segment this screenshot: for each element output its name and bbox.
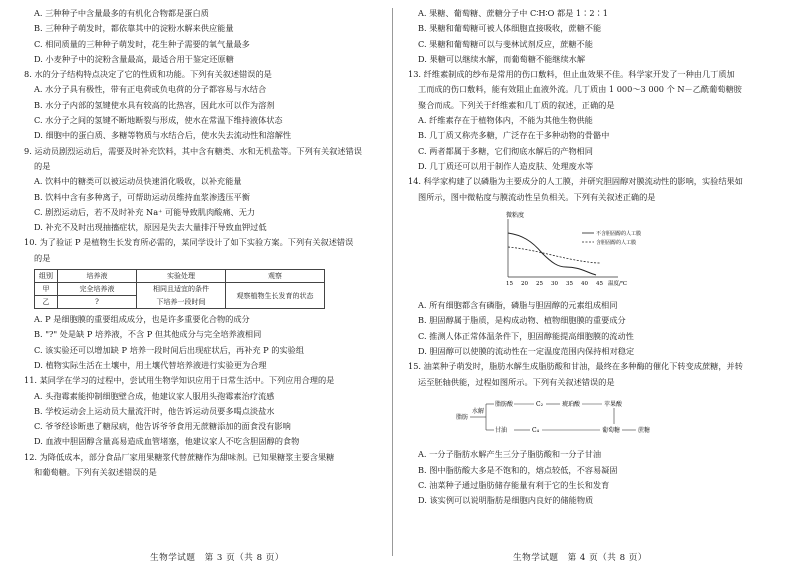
node-c4: C₄ — [532, 426, 539, 434]
q14-option-d: D. 胆固醇可以使膜的流动性在一定温度范围内保持相对稳定 — [418, 346, 635, 357]
q11-option-d: D. 血液中胆固醇含量高易造成血管堵塞，他建议家人不吃含胆固醇的食物 — [34, 436, 300, 447]
q14-stem-cont: 图所示，图中微粘度与膜流动性呈负相关。下列有关叙述正确的是 — [418, 191, 656, 202]
tick-label: 25 — [536, 280, 543, 287]
q15-option-b: B. 图中脂肪酸大多是不饱和的，熔点较低，不容易凝固 — [418, 464, 618, 475]
page-footer-right: 生物学试题 第 4 页（共 8 页） — [513, 553, 647, 563]
x-ticks — [506, 279, 627, 287]
q14-option-b: B. 胆固醇属于脂质，是构成动物、植物细胞膜的重要成分 — [418, 315, 626, 326]
q11-stem: 11. 某同学在学习的过程中，尝试用生物学知识应用于日常生活中。下列应用合理的是 — [24, 375, 335, 386]
q10-option-b: B. "?" 处是缺 P 培养液，不含 P 但其他成分与完全培养液相同 — [34, 329, 262, 340]
node-glycerol: 甘油 — [495, 426, 508, 434]
fat-conversion-diagram — [454, 394, 674, 438]
tick-label: 45 — [596, 280, 603, 287]
q13-option-d: D. 几丁质还可以用于制作人造皮肤、处理废水等 — [418, 160, 594, 171]
q8-option-a: A. 水分子具有极性，带有正电荷或负电荷的分子都容易与水结合 — [34, 84, 267, 95]
legend-2: 含胆固醇的人工膜 — [596, 239, 637, 246]
experiment-table — [34, 269, 325, 309]
node-fat: 脂肪 — [456, 413, 469, 421]
q12-option-c: C. 果糖和葡萄糖可以与斐林试剂反应，蔗糖不能 — [418, 38, 593, 49]
tick-label: 35 — [566, 280, 573, 287]
table-header: 组别 — [35, 270, 58, 283]
q13-stem-cont: 聚合而成。下列关于纤维素和几丁质的叙述，正确的是 — [418, 99, 615, 110]
q12-option-d: D. 果糖可以继续水解，而葡萄糖不能继续水解 — [418, 53, 586, 64]
node-fatty-acid: 脂肪酸 — [495, 400, 514, 408]
page-footer-left: 生物学试题 第 3 页（共 8 页） — [150, 553, 284, 563]
q12-stem: 12. 为降低成本，部分食品厂家用果糖浆代替蔗糖作为甜味剂。已知果糖浆主要含果糖 — [24, 451, 335, 462]
node-malate: 苹果酸 — [604, 400, 623, 408]
q11-option-a: A. 头孢霉素能抑制细胞壁合成，他建议家人服用头孢霉素治疗流感 — [34, 390, 275, 401]
q9-option-a: A. 饮料中的糖类可以被运动员快速消化吸收，以补充能量 — [34, 176, 242, 187]
table-cell: ? — [58, 296, 137, 309]
q12-stem-cont: 和葡萄糖。下列有关叙述错误的是 — [34, 467, 157, 478]
node-succinate: 琥珀酸 — [562, 400, 581, 408]
q8-option-b: B. 水分子内部的氢键使水具有较高的比热容，因此水可以作为溶剂 — [34, 99, 275, 110]
q9-stem-cont: 的是 — [34, 160, 51, 171]
page-3-column — [24, 6, 376, 480]
q13-option-c: C. 两者都属于多糖，它们彻底水解后的产物相同 — [418, 145, 593, 156]
q15-stem: 15. 油菜种子萌发时，脂肪水解生成脂肪酸和甘油，最终在多种酶的催化下转变成蔗糖，并转 — [408, 361, 743, 372]
graph-xlabel: 温度/℃ — [608, 280, 628, 287]
q8-option-d: D. 细胞中的蛋白质、多糖等物质与水结合后，使水失去流动性和溶解性 — [34, 130, 292, 141]
q7-option-b: B. 三种种子萌发时，都依靠其中的淀粉水解来供应能量 — [34, 23, 234, 34]
table-cell: 观察植物生长发育的状态 — [226, 283, 325, 309]
q11-option-b: B. 学校运动会上运动员大量流汗时，他告诉运动员要多喝点淡盐水 — [34, 405, 275, 416]
node-sucrose: 蔗糖 — [638, 426, 651, 434]
q15-option-d: D. 该实例可以说明脂肪是细胞内良好的储能物质 — [418, 495, 594, 506]
q13-stem-cont: 工而成的伤口敷料，能有效阻止血液外流。几丁质由 1 000～3 000 个 N－乙酰葡萄糖胺 — [418, 84, 742, 95]
q10-option-a: A. P 是细胞膜的重要组成成分，也是许多重要化合物的成分 — [34, 314, 250, 325]
table-cell: 下培养一段时间 — [137, 296, 226, 309]
q10-stem-cont: 的是 — [34, 252, 51, 263]
q7-option-a: A. 三种种子中含量最多的有机化合物都是蛋白质 — [34, 8, 209, 18]
table-cell: 甲 — [35, 283, 58, 296]
curve-without-cholesterol — [508, 233, 596, 275]
q9-stem: 9. 运动员剧烈运动后，需要及时补充饮料，其中含有糖类、水和无机盐等。下列有关叙述错误 — [24, 145, 362, 156]
q8-option-c: C. 水分子之间的氢键不断地断裂与形成，使水在常温下维持液体状态 — [34, 115, 283, 126]
table-header-row — [35, 270, 325, 283]
q10-option-d: D. 植物实际生活在土壤中，用土壤代替培养液进行实验更为合理 — [34, 359, 267, 370]
q11-option-c: C. 爷爷经诊断患了糖尿病，他告诉爷爷食用无蔗糖添加的面食没有影响 — [34, 421, 291, 432]
legend-1: 不含胆固醇的人工膜 — [596, 230, 642, 237]
table-cell: 完全培养液 — [58, 283, 137, 296]
page-4-column — [408, 6, 778, 508]
q9-option-c: C. 剧烈运动后，若不及时补充 Na⁺ 可能导致肌肉酸痛、无力 — [34, 206, 256, 217]
node-glucose: 葡萄糖 — [602, 426, 621, 434]
label-hydrolysis: 水解 — [472, 407, 485, 415]
table-header: 实验处理 — [137, 270, 226, 283]
q10-stem: 10. 为了验证 P 是植物生长发育所必需的，某同学设计了如下实验方案。下列有关叙述错误 — [24, 237, 354, 248]
viscosity-graph — [500, 209, 660, 289]
q15-stem-cont: 运至胚轴供能，过程如图所示。下列有关叙述错误的是 — [418, 376, 615, 387]
q14-stem: 14. 科学家构建了以磷脂为主要成分的人工膜，并研究胆固醇对膜流动性的影响，实验结果如 — [408, 176, 743, 187]
q13-option-b: B. 几丁质又称壳多糖，广泛存在于多种动物的骨骼中 — [418, 130, 610, 141]
node-c2: C₂ — [536, 400, 543, 408]
q7-option-d: D. 小麦种子中的淀粉含量最高，最适合用于鉴定还原糖 — [34, 53, 234, 64]
tick-label: 40 — [581, 280, 588, 287]
table-header: 培养液 — [58, 270, 137, 283]
table-header: 观察 — [226, 270, 325, 283]
curve-with-cholesterol — [508, 247, 600, 263]
q8-stem: 8. 水的分子结构特点决定了它的性质和功能。下列有关叙述错误的是 — [24, 69, 272, 80]
q12-option-a: A. 果糖、葡萄糖、蔗糖分子中 C∶H∶O 都是 1∶2∶1 — [418, 8, 608, 18]
table-row — [35, 283, 325, 296]
tick-label: 30 — [551, 280, 558, 287]
q12-option-b: B. 果糖和葡萄糖可被人体细胞直接吸收，蔗糖不能 — [418, 23, 602, 34]
column-divider — [392, 8, 393, 556]
q7-option-c: C. 相同质量的三种种子萌发时，花生种子需要的氧气量最多 — [34, 38, 250, 49]
q9-option-d: D. 补充不及时出现抽搐症状，原因是失去大量排汗导致血钾过低 — [34, 222, 267, 233]
q9-option-b: B. 饮料中含有多种离子，可帮助运动员维持血浆渗透压平衡 — [34, 191, 250, 202]
q10-option-c: C. 该实验还可以增加缺 P 培养一段时间后出现症状后，再补充 P 的实验组 — [34, 344, 305, 355]
tick-label: 15 — [506, 280, 513, 287]
q15-option-a: A. 一分子脂肪水解产生三分子脂肪酸和一分子甘油 — [418, 449, 602, 460]
q14-option-a: A. 所有细胞都含有磷脂，磷脂与胆固醇的元素组成相同 — [418, 300, 618, 311]
q15-option-c: C. 油菜种子通过脂肪储存能量有利于它的生长和发育 — [418, 479, 610, 490]
q14-option-c: C. 推测人体正常体温条件下，胆固醇能提高细胞膜的流动性 — [418, 330, 634, 341]
table-cell: 乙 — [35, 296, 58, 309]
tick-label: 20 — [521, 280, 528, 287]
graph-ylabel: 微粘度 — [506, 211, 525, 219]
table-cell: 相同且适宜的条件 — [137, 283, 226, 296]
q13-option-a: A. 纤维素存在于植物体内，不能为其他生物供能 — [418, 115, 593, 126]
q13-stem: 13. 纤维素制成的纱布是常用的伤口敷料，但止血效果不佳。科学家开发了一种由几丁质加 — [408, 69, 735, 80]
